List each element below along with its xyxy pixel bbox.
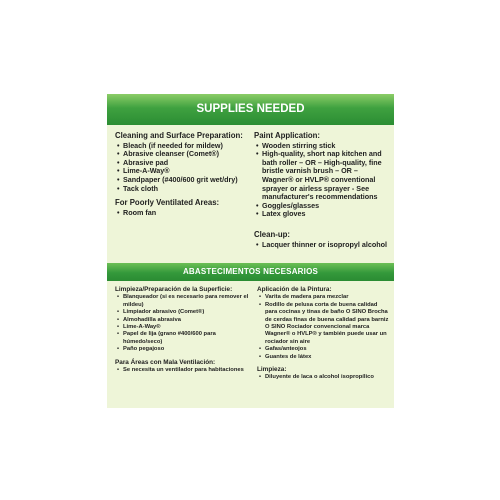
list-item: • Varita de madera para mezclar (259, 294, 349, 301)
section-title: Cleaning and Surface Preparation: (115, 131, 243, 140)
section-cleaning (115, 132, 249, 193)
section-cleanup (254, 231, 390, 249)
list-item: • Goggles/glasses (256, 200, 320, 210)
list-item: • Papel de lija (grano #400/600 para húmedo/seco) (117, 331, 216, 345)
section-paint (254, 132, 390, 219)
section-title: Clean-up: (254, 229, 290, 239)
list-item: • Lime-A-Way® (117, 166, 170, 176)
list-item: • Rodillo de pelusa corta de buena calidad para cocinas y tinas de baño O SINO Brocha de cerdas finas de buena calidad para barniz O SINO Rociador convencional marca Wagner® o HVLP® y también puede usar un rociador sin aire (259, 301, 389, 345)
english-left-column (115, 132, 249, 217)
list-item: • High-quality, short nap kitchen and bath roller – OR – High-quality, fine bristle varnish brush – OR – Wagner® or HVLP® conventional sprayer or airless sprayer - See manufacturer's recommendations (256, 149, 382, 202)
list-item: • Sandpaper (#400/600 grit wet/dry) (117, 174, 238, 184)
list-item: • Almohadilla abrasiva (117, 316, 181, 323)
section-title: For Poorly Ventilated Areas: (115, 198, 220, 208)
spanish-header: ABASTECIMENTOS NECESARIOS (107, 263, 394, 281)
list-item: • Bleach (if needed for mildew) (117, 140, 223, 150)
section-ventilacion (115, 359, 253, 375)
section-title: Limpieza: (257, 366, 287, 374)
list-item: • Se necesita un ventilador para habitaciones (117, 367, 244, 374)
list-item: • Lacquer thinner or isopropyl alcohol (256, 239, 387, 249)
english-header: SUPPLIES NEEDED (107, 94, 394, 125)
section-aplicacion (257, 286, 390, 361)
list-item: • Wooden stirring stick (256, 140, 336, 150)
list-item: • Paño pegajoso (117, 346, 165, 353)
list-item: • Diluyente de laca o alcohol isopropílico (259, 374, 374, 381)
section-title: Limpieza/Preparación de la Superficie: (115, 286, 233, 293)
list-item: • Limpiador abrasivo (Comet®) (117, 309, 205, 316)
list-item: • Room fan (117, 207, 157, 217)
section-ventilation (115, 199, 249, 217)
list-item: • Blanqueador (si es necesario para remover el mildeu) (117, 294, 249, 308)
list-item: • Gafas/anteojos (259, 346, 307, 353)
list-item: • Guantes de látex (259, 353, 312, 360)
list-item: • Lime-A-Way® (117, 324, 161, 331)
supplies-panel (107, 94, 394, 408)
english-right-column (254, 132, 390, 249)
list-item: • Abrasive cleanser (Comet®) (117, 149, 219, 159)
section-limpieza (257, 366, 390, 382)
section-title: Aplicación de la Pintura: (257, 286, 332, 293)
section-title: Paint Application: (254, 131, 320, 140)
spanish-left-column (115, 286, 253, 374)
section-limpieza-preparacion (115, 286, 253, 354)
list-item: • Abrasive pad (117, 157, 169, 167)
list-item: • Tack cloth (117, 183, 159, 193)
list-item: • Latex gloves (256, 209, 306, 219)
spanish-right-column (257, 286, 390, 382)
section-title: Para Áreas con Mala Ventilación: (115, 358, 216, 366)
